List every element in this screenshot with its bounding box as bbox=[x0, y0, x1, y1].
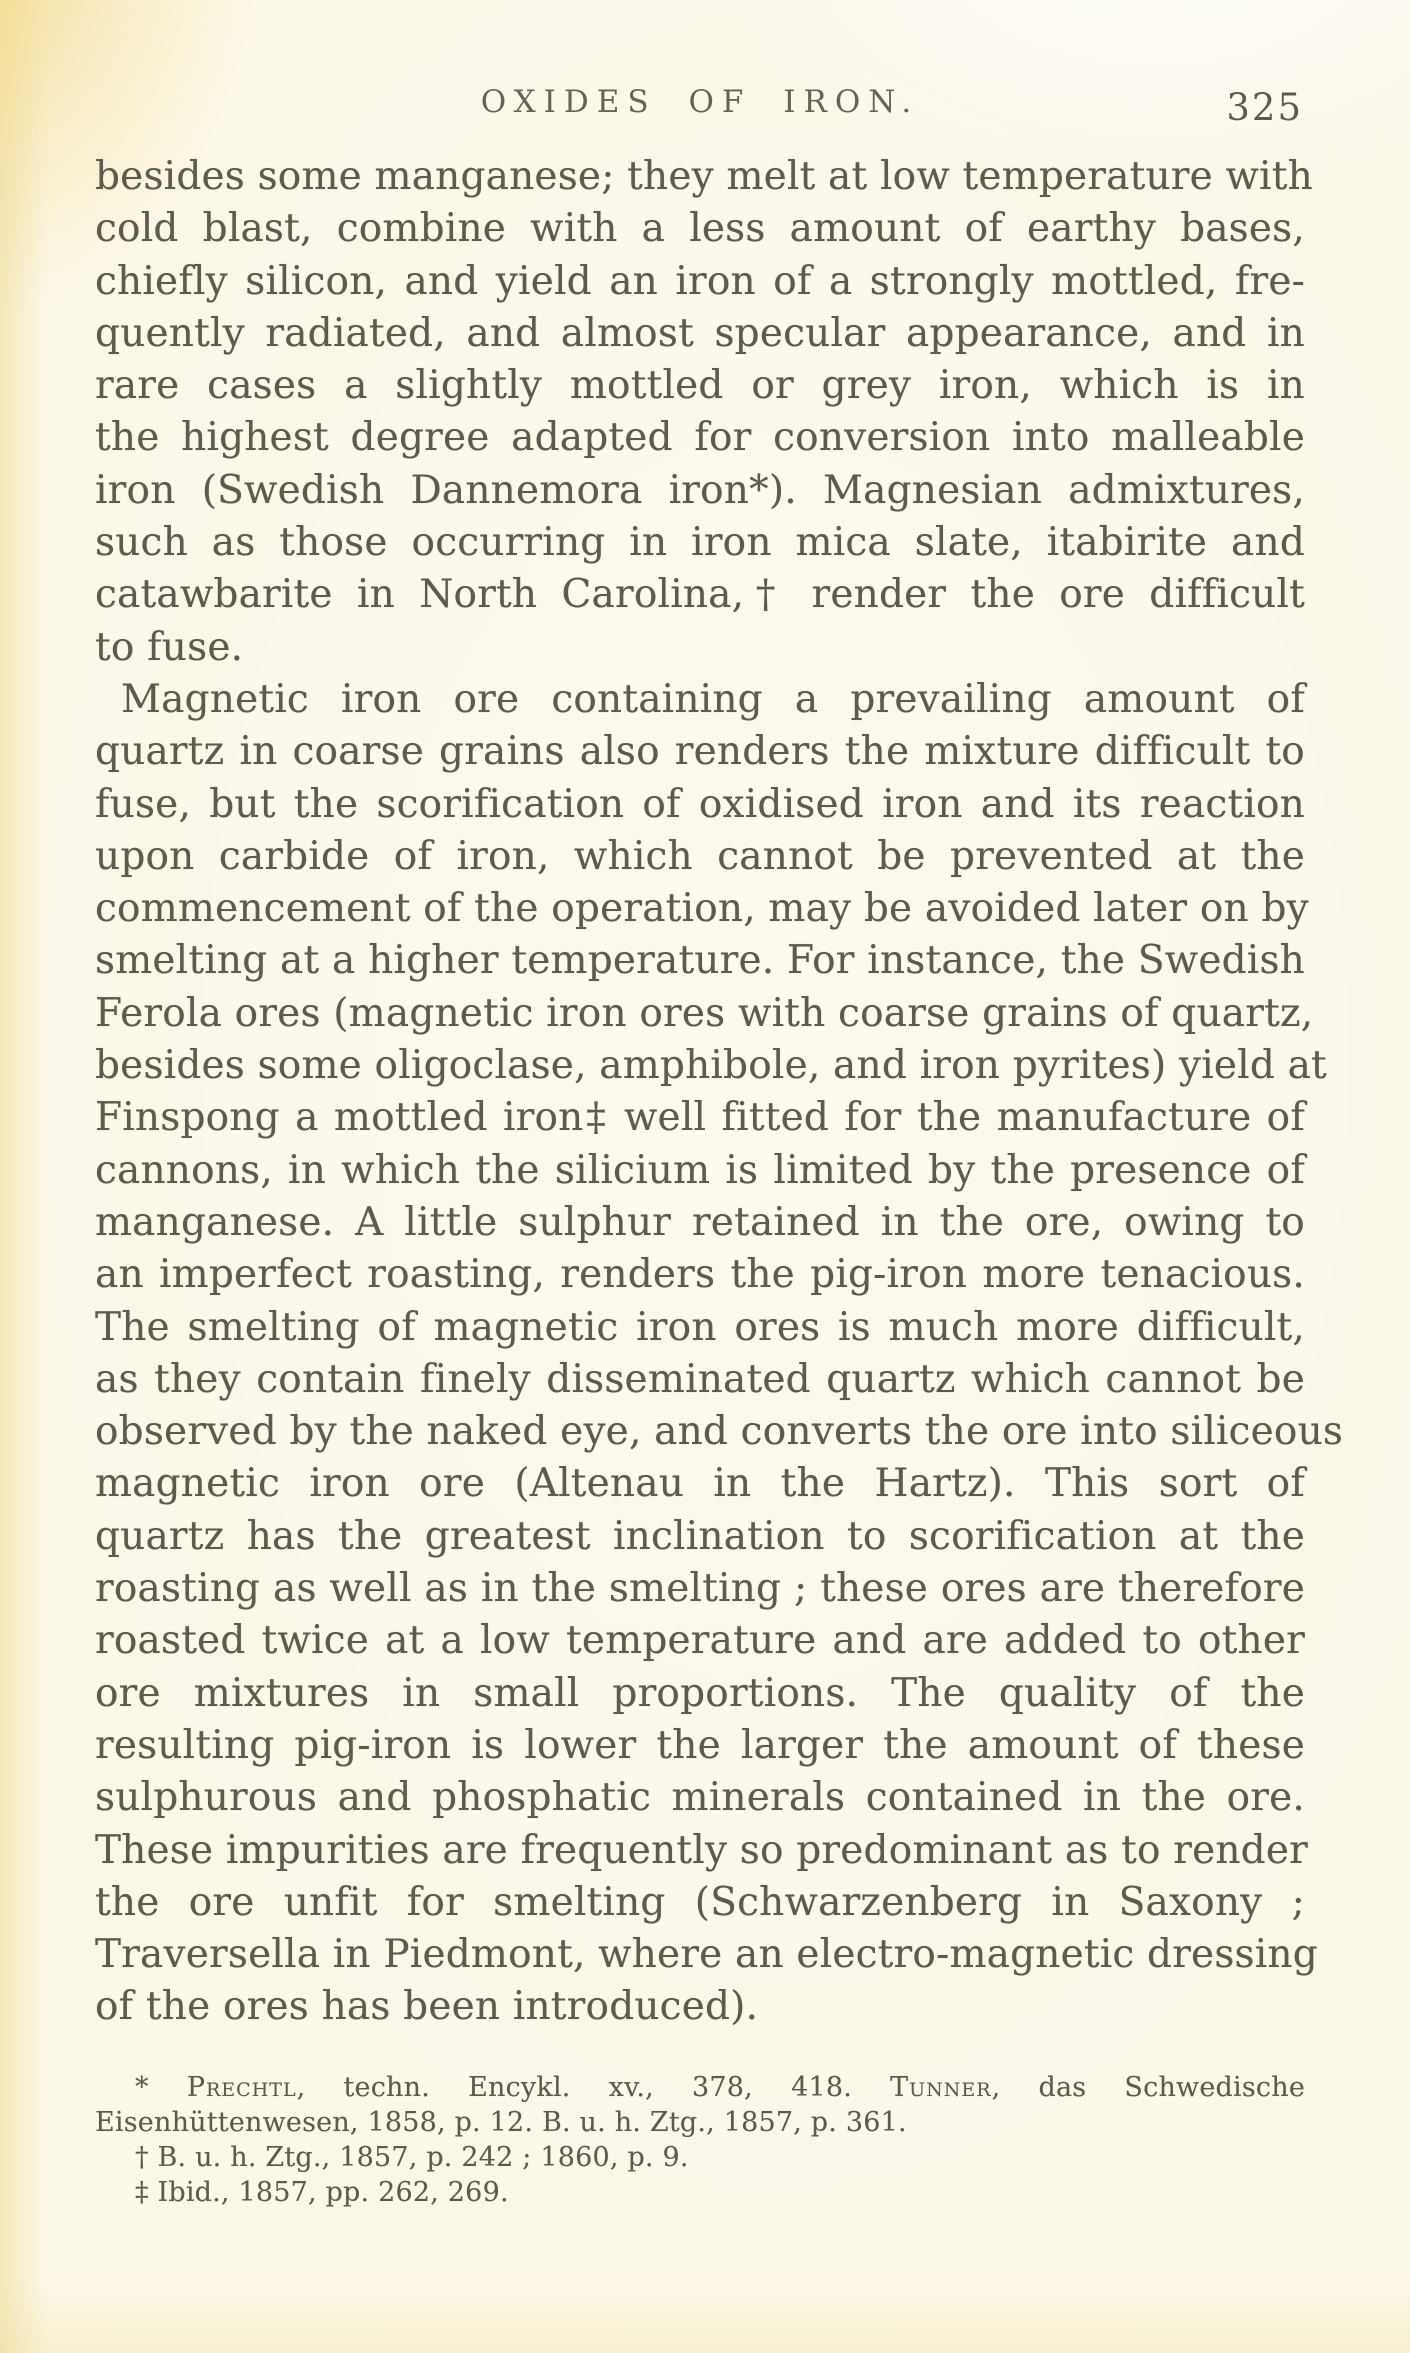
text-line: besides some manganese; they melt at low temperature with bbox=[95, 154, 1313, 199]
text-line: magnetic iron ore (Altenau in the Hartz). This sort of bbox=[95, 1461, 1305, 1507]
text-line: quartz has the greatest inclination to scorification at the bbox=[95, 1513, 1305, 1559]
text-line: chiefly silicon, and yield an iron of a strongly mottled, fre- bbox=[95, 258, 1305, 304]
text-line: roasting as well as in the smelting ; these ores are therefore bbox=[95, 1566, 1305, 1612]
text-line: of the ores has been introduced). bbox=[95, 1984, 759, 2030]
text-line: Finspong a mottled iron‡ well fitted for the manufacture of bbox=[95, 1095, 1305, 1141]
text-line: to fuse. bbox=[95, 624, 244, 670]
text-line: fuse, but the scorification of oxidised iron and its reaction bbox=[95, 781, 1305, 827]
text-line: roasted twice at a low temperature and are added to other bbox=[95, 1618, 1305, 1664]
text-line: the highest degree adapted for conversion into malleable bbox=[95, 415, 1305, 461]
text-line: These impurities are frequently so predominant as to render bbox=[95, 1827, 1308, 1873]
footnote-text: ‡ Ibid., 1857, pp. 262, 269. bbox=[135, 2177, 509, 2208]
text-line: besides some oligoclase, amphibole, and iron pyrites) yield at bbox=[95, 1043, 1327, 1089]
text-line: smelting at a higher temperature. For instance, the Swedish bbox=[95, 938, 1305, 984]
text-line: as they contain finely disseminated quartz which cannot be bbox=[95, 1356, 1305, 1402]
footnote-line bbox=[95, 2175, 1305, 2210]
text-line: iron (Swedish Dannemora iron*). Magnesian admixtures, bbox=[95, 467, 1305, 513]
footnote-line bbox=[95, 2070, 1305, 2105]
text-line: Ferola ores (magnetic iron ores with coarse grains of quartz, bbox=[95, 990, 1314, 1036]
text-line: quently radiated, and almost specular appearance, and in bbox=[95, 310, 1305, 356]
paragraph bbox=[95, 674, 1344, 2034]
running-header-title: OXIDES OF IRON. bbox=[480, 84, 920, 120]
text-line: resulting pig-iron is lower the larger the amount of these bbox=[95, 1722, 1305, 1768]
text-line: cold blast, combine with a less amount of earthy bases, bbox=[95, 206, 1305, 252]
text-line: the ore unfit for smelting (Schwarzenberg in Saxony ; bbox=[95, 1879, 1305, 1925]
text-line: upon carbide of iron, which cannot be prevented at the bbox=[95, 833, 1305, 879]
text-line: quartz in coarse grains also renders the mixture difficult to bbox=[95, 729, 1305, 775]
body-text bbox=[95, 151, 1344, 2034]
footnote-text: Eisenhüttenwesen, 1858, p. 12. B. u. h. Ztg., 1857, p. 361. bbox=[95, 2107, 907, 2138]
text-line: Traversella in Piedmont, where an electro-magnetic dressing bbox=[95, 1932, 1318, 1978]
text-line: an imperfect roasting, renders the pig-iron more tenacious. bbox=[95, 1252, 1305, 1298]
text-line: cannons, in which the silicium is limited by the presence of bbox=[95, 1147, 1305, 1193]
text-line: such as those occurring in iron mica slate, itabirite and bbox=[95, 520, 1305, 566]
text-line: manganese. A little sulphur retained in the ore, owing to bbox=[95, 1199, 1305, 1245]
footnote-text: * bbox=[135, 2072, 187, 2103]
text-line: commencement of the operation, may be avoided later on by bbox=[95, 886, 1309, 932]
page-header bbox=[95, 84, 1305, 128]
footnote-text: † B. u. h. Ztg., 1857, p. 242 ; 1860, p. 9. bbox=[135, 2142, 689, 2173]
footnotes bbox=[95, 2070, 1305, 2210]
footnote-text: , das Schwedische bbox=[991, 2072, 1305, 2103]
text-line: catawbarite in North Carolina,† render the ore difficult bbox=[95, 572, 1305, 618]
text-line: observed by the naked eye, and converts the ore into siliceous bbox=[95, 1409, 1344, 1455]
paragraph bbox=[95, 151, 1313, 674]
text-line: Magnetic iron ore containing a prevailing amount of bbox=[121, 676, 1305, 722]
footnote-author-name: Tunner bbox=[890, 2072, 992, 2103]
text-line: sulphurous and phosphatic minerals contained in the ore. bbox=[95, 1775, 1305, 1821]
footnote-line bbox=[95, 2140, 1305, 2175]
page-number: 325 bbox=[1226, 86, 1303, 129]
footnote-text: , techn. Encykl. xv., 378, 418. bbox=[296, 2072, 891, 2103]
text-line: rare cases a slightly mottled or grey iron, which is in bbox=[95, 363, 1305, 409]
footnote-line bbox=[95, 2105, 1305, 2140]
text-line: ore mixtures in small proportions. The quality of the bbox=[95, 1670, 1305, 1716]
footnote-author-name: Prechtl bbox=[186, 2072, 297, 2103]
text-line: The smelting of magnetic iron ores is much more difficult, bbox=[95, 1304, 1305, 1350]
